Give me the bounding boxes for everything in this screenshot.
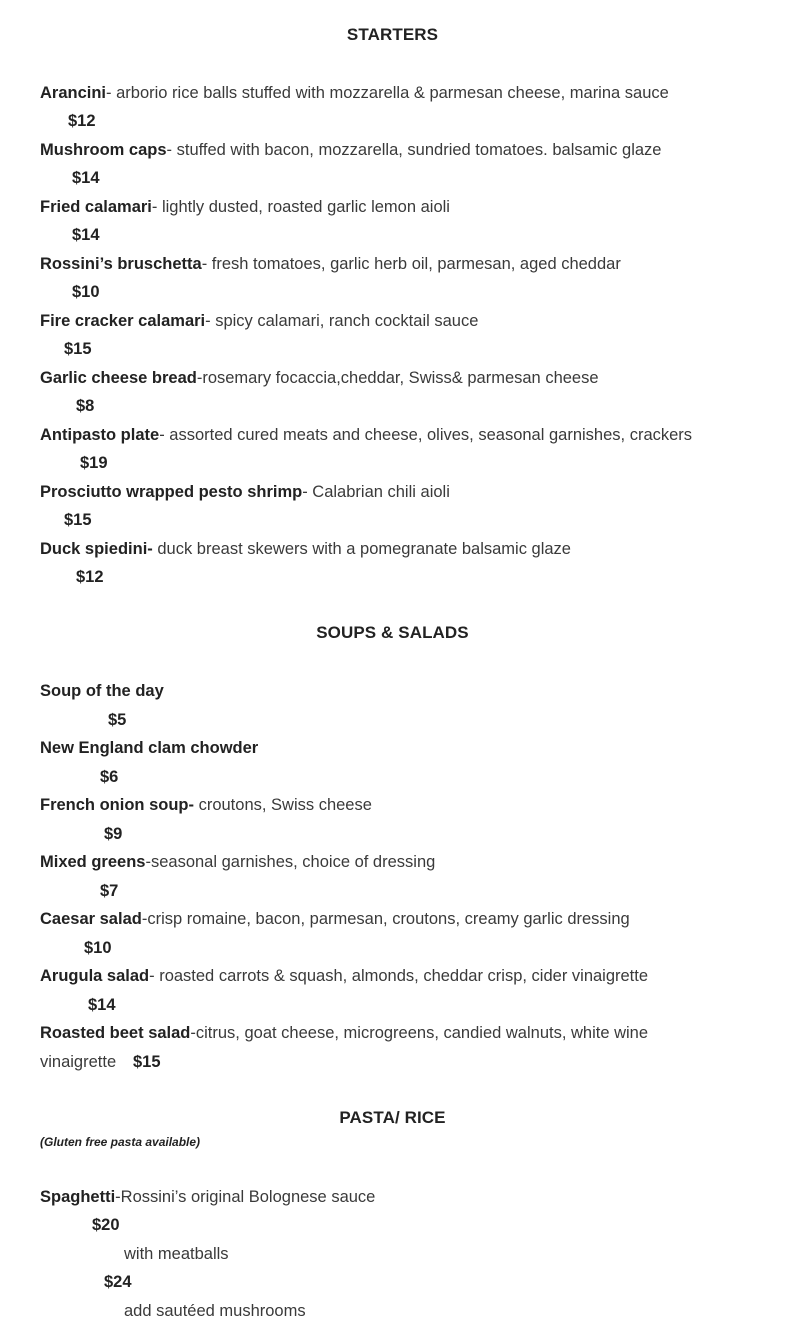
- item-description: - roasted carrots & squash, almonds, cheddar crisp, cider vinaigrette: [149, 967, 649, 985]
- item-price: $15: [64, 511, 92, 529]
- item-price: $10: [84, 939, 112, 957]
- menu-item-bruschetta: [40, 253, 621, 275]
- item-description: - arborio rice balls stuffed with mozzarella & parmesan cheese, marina sauce: [106, 84, 669, 102]
- menu-item-arugula-salad: [40, 965, 648, 987]
- item-name: Antipasto plate: [40, 426, 160, 444]
- item-option-meatballs: with meatballs: [124, 1245, 229, 1263]
- item-description: - fresh tomatoes, garlic herb oil, parmesan, aged cheddar: [201, 255, 621, 273]
- menu-item-arancini: [40, 82, 669, 104]
- item-name: Caesar salad: [40, 910, 142, 928]
- item-description: - spicy calamari, ranch cocktail sauce: [205, 312, 479, 330]
- item-name: French onion soup-: [40, 796, 194, 814]
- item-option-mushrooms: add sautéed mushrooms: [124, 1302, 306, 1320]
- pasta-rice-heading: PASTA/ RICE: [339, 1108, 446, 1127]
- item-price: $12: [68, 112, 96, 130]
- item-description: -Rossini’s original Bolognese sauce: [115, 1188, 376, 1206]
- menu-item-prosciutto-shrimp: [40, 481, 450, 503]
- item-description-continued: vinaigrette: [40, 1053, 117, 1071]
- item-description: -crisp romaine, bacon, parmesan, croutons, creamy garlic dressing: [141, 910, 630, 928]
- menu-item-fried-calamari: [40, 196, 450, 218]
- item-price: $6: [100, 768, 119, 786]
- gluten-free-note: (Gluten free pasta available): [40, 1135, 201, 1149]
- item-price: $5: [108, 711, 127, 729]
- menu-item-antipasto-plate: [40, 424, 692, 446]
- item-option-price: $24: [104, 1273, 132, 1291]
- item-price: $20: [92, 1216, 120, 1234]
- starters-heading: STARTERS: [346, 25, 439, 44]
- item-price: $7: [100, 882, 119, 900]
- item-price: $14: [88, 996, 116, 1014]
- soups-salads-heading: SOUPS & SALADS: [316, 623, 469, 642]
- item-name: Roasted beet salad: [40, 1024, 191, 1042]
- item-description: -seasonal garnishes, choice of dressing: [145, 853, 436, 871]
- menu-item-spaghetti: [40, 1186, 375, 1208]
- item-description: - assorted cured meats and cheese, olives, seasonal garnishes, crackers: [159, 426, 693, 444]
- item-name: Prosciutto wrapped pesto shrimp: [40, 483, 303, 501]
- item-price: $14: [72, 169, 100, 187]
- menu-item-french-onion-soup: [40, 794, 372, 816]
- item-name: Fire cracker calamari: [40, 312, 206, 330]
- item-description: duck breast skewers with a pomegranate balsamic glaze: [152, 540, 571, 558]
- item-name: Mushroom caps: [40, 141, 167, 159]
- item-name: Duck spiedini-: [40, 540, 153, 558]
- menu-item-caesar-salad: [40, 908, 630, 930]
- menu-item-mixed-greens: [40, 851, 435, 873]
- item-name: Spaghetti: [40, 1188, 116, 1206]
- item-price: $10: [72, 283, 100, 301]
- item-name: Garlic cheese bread: [40, 369, 197, 387]
- menu-item-mushroom-caps: [40, 139, 661, 161]
- item-description: - lightly dusted, roasted garlic lemon aioli: [151, 198, 450, 216]
- item-description: -rosemary focaccia,cheddar, Swiss& parmesan cheese: [196, 369, 599, 387]
- item-name: Arancini: [40, 84, 107, 102]
- item-name: Fried calamari: [40, 198, 152, 216]
- menu-item-fire-cracker-calamari: [40, 310, 478, 332]
- item-price: $15: [133, 1053, 161, 1071]
- item-description: - stuffed with bacon, mozzarella, sundried tomatoes. balsamic glaze: [166, 141, 662, 159]
- item-name: Arugula salad: [40, 967, 150, 985]
- item-price: $9: [104, 825, 123, 843]
- item-name: New England clam chowder: [40, 739, 259, 757]
- item-price: $15: [64, 340, 92, 358]
- menu-item-clam-chowder: [40, 737, 258, 759]
- item-name: Soup of the day: [40, 682, 164, 700]
- menu-item-roasted-beet-salad: [40, 1022, 648, 1044]
- menu-item-duck-spiedini: [40, 538, 571, 560]
- item-price: $8: [76, 397, 95, 415]
- item-name: Rossini’s bruschetta: [40, 255, 202, 273]
- menu-item-roasted-beet-salad-cont: [40, 1051, 116, 1073]
- item-description: -citrus, goat cheese, microgreens, candied walnuts, white wine: [190, 1024, 649, 1042]
- menu-item-soup-of-the-day: [40, 680, 164, 702]
- item-description: croutons, Swiss cheese: [194, 796, 372, 814]
- item-price: $14: [72, 226, 100, 244]
- item-price: $19: [80, 454, 108, 472]
- item-name: Mixed greens: [40, 853, 146, 871]
- item-price: $12: [76, 568, 104, 586]
- item-description: - Calabrian chili aioli: [302, 483, 450, 501]
- menu-item-garlic-cheese-bread: [40, 367, 599, 389]
